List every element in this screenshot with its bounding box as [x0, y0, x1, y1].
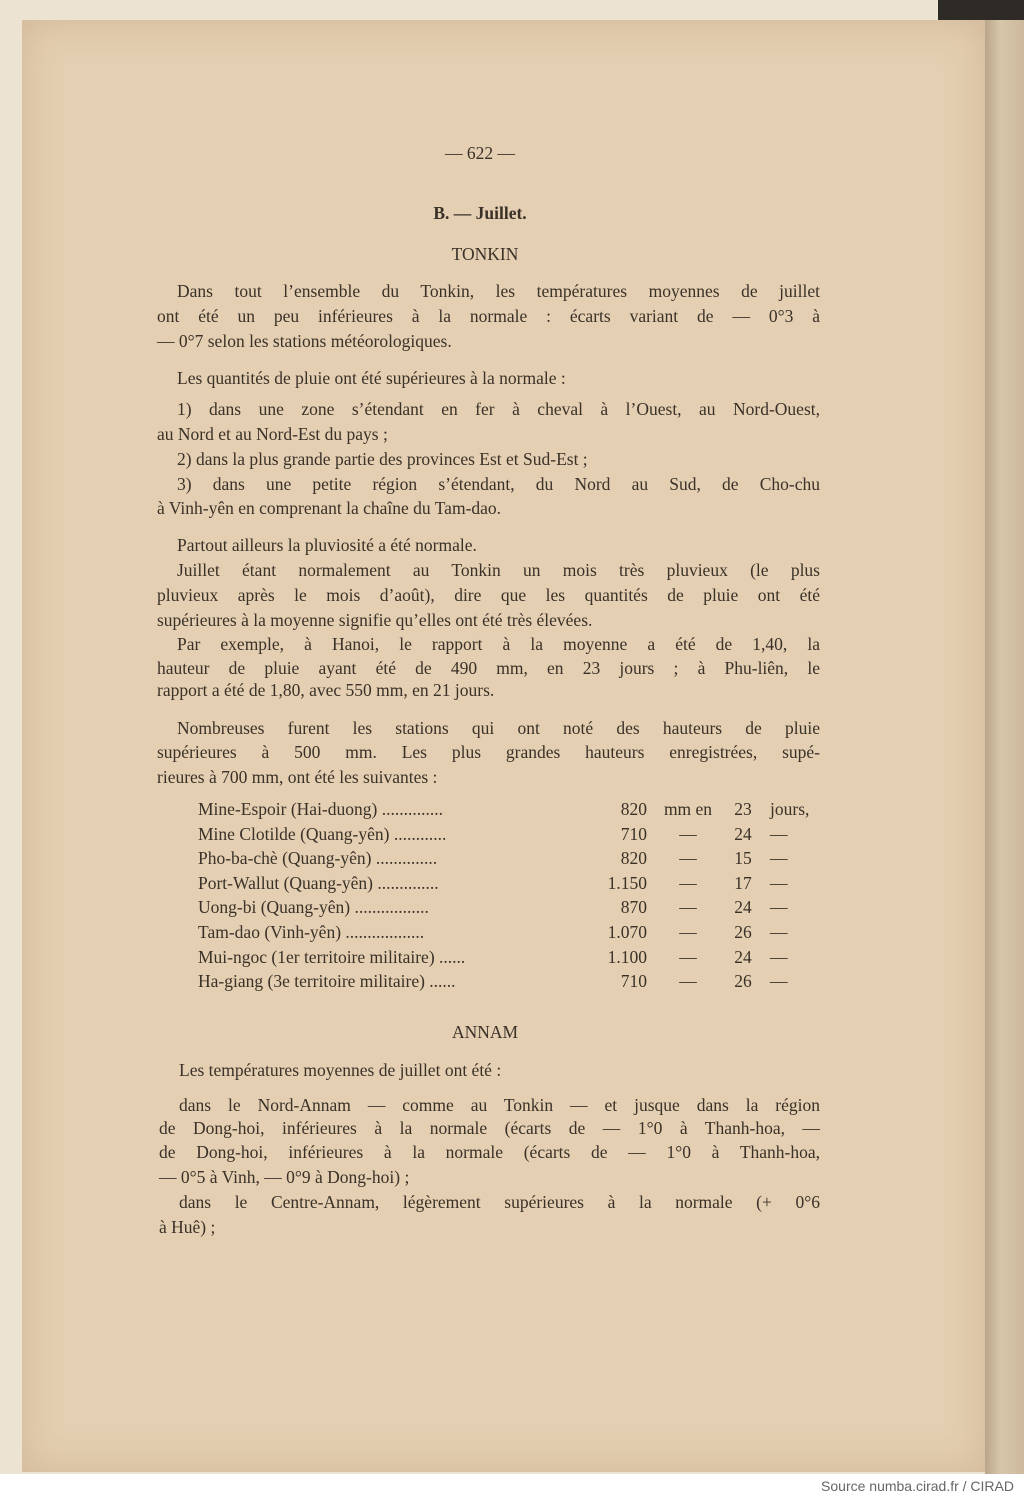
text-line: — 0°5 à Vinh, — 0°9 à Dong-hoi) ;	[159, 1167, 410, 1187]
table-row	[198, 846, 808, 870]
unit: —	[679, 848, 697, 869]
station-name: Pho-ba-chè (Quang-yên) ..............	[198, 848, 438, 869]
text-line: à Vinh-yên en comprenant la chaîne du Tam-dao.	[157, 498, 502, 518]
station-name: Mui-ngoc (1er territoire militaire) ......	[198, 946, 466, 967]
rain-days: 26	[734, 971, 752, 992]
text-line: ont été un peu inférieures à la normale : écarts variant de — 0°3 à	[157, 306, 820, 326]
days-suffix: —	[770, 823, 788, 844]
text-line: au Nord et au Nord-Est du pays ;	[157, 424, 388, 444]
text-line: — 0°7 selon les stations météorologiques.	[157, 331, 452, 351]
station-name: Tam-dao (Vinh-yên) ..................	[198, 922, 425, 942]
rainfall-mm: 710	[620, 823, 647, 844]
station-name: Port-Wallut (Quang-yên) ..............	[198, 872, 439, 893]
rainfall-mm: 820	[620, 799, 647, 819]
text-line: rieures à 700 mm, ont été les suivantes :	[157, 767, 438, 787]
station-name: Ha-giang (3e territoire militaire) ......	[198, 971, 456, 992]
text-line: rapport a été de 1,80, avec 550 mm, en 21 jours.	[157, 680, 495, 700]
region-heading-annam: ANNAM	[451, 1022, 519, 1042]
region-heading-tonkin: TONKIN	[451, 244, 519, 264]
days-suffix: —	[770, 922, 788, 942]
unit: —	[679, 922, 697, 942]
station-name: Mine Clotilde (Quang-yên) ............	[198, 823, 447, 844]
table-row	[198, 969, 808, 993]
rain-days: 24	[734, 946, 752, 967]
days-suffix: —	[770, 971, 788, 992]
text-line: dans le Nord-Annam — comme au Tonkin — et jusque dans la région	[179, 1095, 820, 1115]
unit: —	[679, 823, 697, 844]
text-line: Juillet étant normalement au Tonkin un mois très pluvieux (le plus	[177, 560, 820, 580]
text-line: hauteur de pluie ayant été de 490 mm, en 23 jours ; à Phu-liên, le	[157, 658, 820, 678]
source-footer: Source numba.cirad.fr / CIRAD	[821, 1478, 1014, 1494]
text-line: de Dong-hoi, inférieures à la normale (écarts de — 1°0 à Thanh-hoa, —	[159, 1118, 820, 1138]
page-edge	[985, 20, 1024, 1474]
rain-days: 15	[734, 848, 752, 869]
days-suffix: —	[770, 872, 788, 893]
station-name: Mine-Espoir (Hai-duong) ..............	[198, 799, 443, 819]
unit: —	[679, 946, 697, 967]
text-line: supérieures à la moyenne signifie qu’elles ont été très élevées.	[157, 610, 593, 630]
rainfall-mm: 710	[620, 971, 647, 992]
text-line: pluvieux après le mois d’août), dire que les quantités de pluie ont été	[157, 585, 820, 605]
text-line: 1) dans une zone s’étendant en fer à cheval à l’Ouest, au Nord-Ouest,	[177, 399, 820, 419]
text-line: Par exemple, à Hanoi, le rapport à la moyenne a été de 1,40, la	[177, 634, 820, 654]
days-suffix: jours,	[770, 799, 810, 819]
table-row	[198, 871, 808, 895]
section-heading: B. — Juillet.	[433, 203, 527, 223]
text-line: Dans tout l’ensemble du Tonkin, les températures moyennes de juillet	[177, 281, 820, 301]
rainfall-mm: 820	[620, 848, 647, 869]
days-suffix: —	[770, 897, 788, 918]
rain-days: 23	[734, 799, 752, 819]
text-line: Nombreuses furent les stations qui ont noté des hauteurs de pluie	[177, 718, 820, 738]
text-line: à Huê) ;	[159, 1217, 216, 1237]
unit: —	[679, 971, 697, 992]
table-row	[198, 797, 808, 821]
text-line: Les quantités de pluie ont été supérieures à la normale :	[177, 368, 566, 388]
scan-corner	[938, 0, 1024, 22]
rainfall-mm: 870	[620, 897, 647, 918]
table-row	[198, 895, 808, 919]
page-number: — 622 —	[445, 143, 515, 163]
unit: mm en	[663, 799, 713, 819]
rainfall-mm: 1.150	[607, 872, 647, 893]
rain-days: 24	[734, 823, 752, 844]
table-row	[198, 920, 808, 944]
text-line: de Dong-hoi, inférieures à la normale (écarts de — 1°0 à Thanh-hoa,	[159, 1142, 820, 1162]
text-line: 3) dans une petite région s’étendant, du Nord au Sud, de Cho-chu	[177, 474, 820, 494]
table-row	[198, 945, 808, 969]
text-line: supérieures à 500 mm. Les plus grandes hauteurs enregistrées, supé-	[157, 742, 820, 762]
text-line: 2) dans la plus grande partie des provinces Est et Sud-Est ;	[177, 449, 588, 469]
text-line: dans le Centre-Annam, légèrement supérieures à la normale (+ 0°6	[179, 1192, 820, 1212]
rainfall-mm: 1.100	[607, 946, 647, 967]
rain-days: 24	[734, 897, 752, 918]
text-line: Les températures moyennes de juillet ont été :	[179, 1060, 502, 1080]
text-line: Partout ailleurs la pluviosité a été normale.	[177, 535, 477, 555]
station-name: Uong-bi (Quang-yên) .................	[198, 897, 429, 918]
table-row	[198, 822, 808, 846]
unit: —	[679, 897, 697, 918]
rain-days: 26	[734, 922, 752, 942]
rainfall-mm: 1.070	[607, 922, 647, 942]
unit: —	[679, 872, 697, 893]
days-suffix: —	[770, 946, 788, 967]
days-suffix: —	[770, 848, 788, 869]
rain-days: 17	[734, 872, 752, 893]
